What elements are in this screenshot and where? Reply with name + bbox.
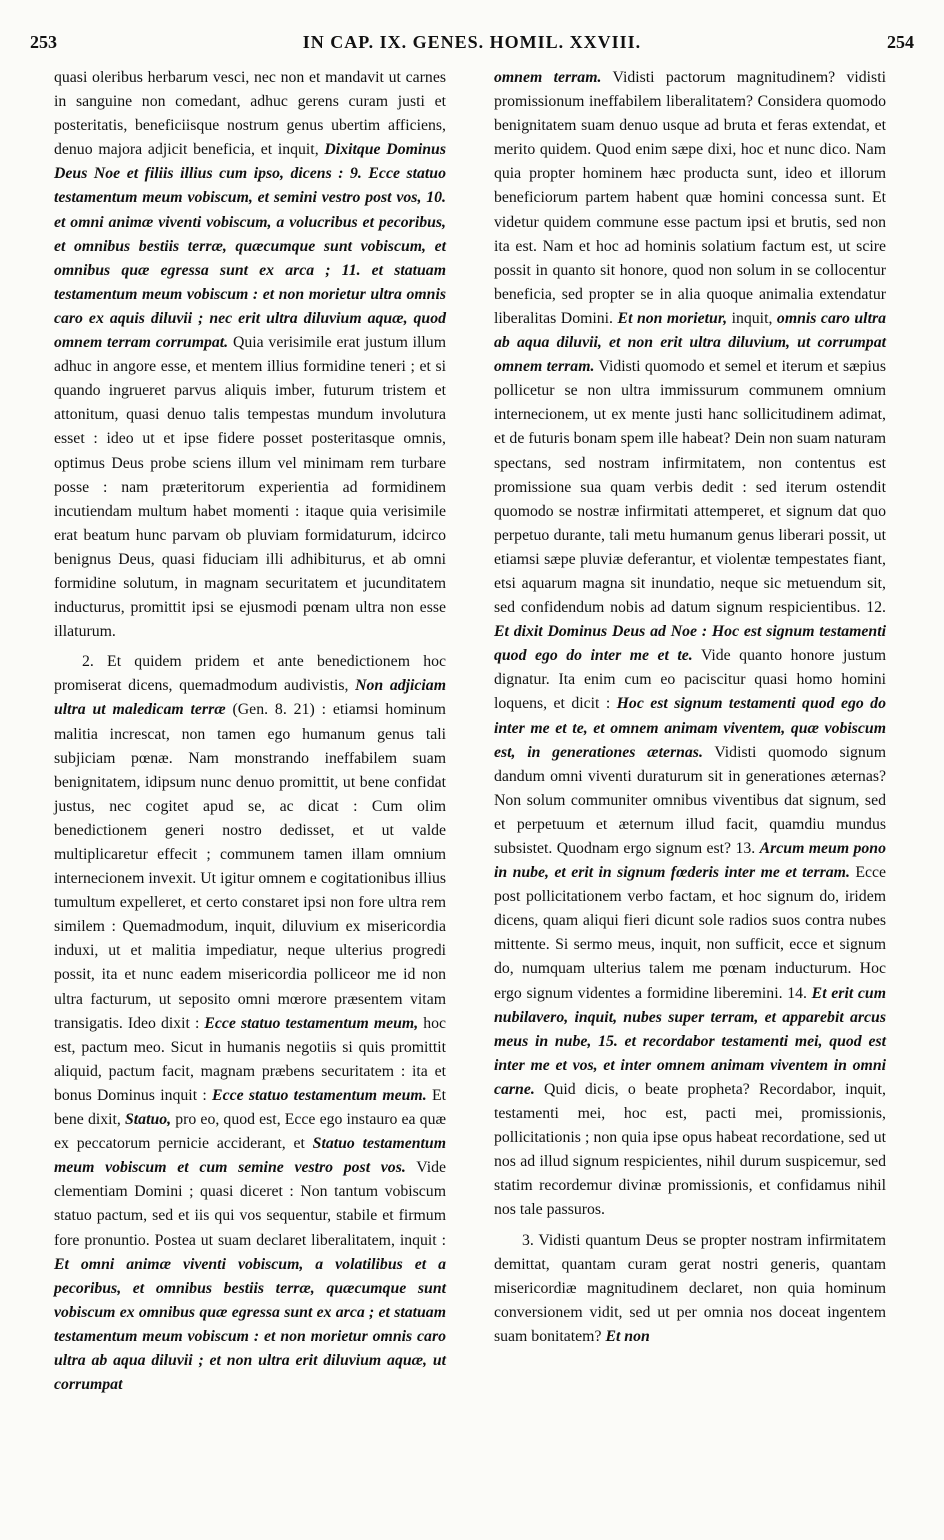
scripture-quote: Et dixit Dominus Deus ad Noe : Hoc est signum testamenti quod ego do inter me et te. bbox=[494, 623, 886, 665]
scripture-quote: Ecce statuo testamentum meum. bbox=[212, 1086, 427, 1104]
scripture-quote: Non adjiciam ultra ut maledicam terræ bbox=[54, 677, 446, 719]
scripture-reference: (Gen. 8. 21) bbox=[232, 701, 315, 719]
scripture-quote: Statuo testamentum meum vobiscum et cum semine vestro post vos. bbox=[54, 1135, 446, 1177]
scripture-quote: Dixitque Dominus Deus Noe et filiis illius cum ipso, dicens : 9. Ecce statuo testamentum meum vobiscum, et semini vestro post vos, 10. et omni animæ viventi vobiscum, a volucribus et pecoribus, et omnibus bestiis terræ, quæcumque sunt vobiscum, et omnibus quæ egressa sunt ex arca ; 11. et statuam testamentum meum vobiscum : et non morietur ultra omnis caro ex aquis diluvii ; nec erit ultra diluvium aquæ, quod omnem terram corrumpat. bbox=[54, 141, 446, 352]
scripture-quote: Et omni animæ viventi vobiscum, a volatilibus et a pecoribus, et omnibus bestiis terræ, quæcumque sunt vobiscum ex omnibus quæ egressa sunt ex arca ; et statuam testamentum meum vobiscum : et non morietur omnis caro ultra ab aqua diluvii ; et non ultra erit diluvium aquæ, ut corrumpat bbox=[54, 1255, 446, 1394]
scripture-quote: Et non bbox=[605, 1327, 650, 1345]
paragraph-1: quasi oleribus herbarum vesci, nec non et mandavit ut carnes in sanguine non comedant, adhuc gerens curam justi et posteritatis, beneficiisque nostrum genus ubertim afficiens, denuo majora adjicit beneficia, et inquit, Dixitque Dominus Deus Noe et filiis illius cum ipso, dicens : 9. Ecce statuo testamentum meum vobiscum, et semini vestro post vos, 10. et omni animæ viventi vobiscum, a volucribus et pecoribus, et omnibus bestiis terræ, quæcumque sunt vobiscum, et omnibus quæ egressa sunt ex arca ; 11. et statuam testamentum meum vobiscum : et non morietur ultra omnis caro ex aquis diluvii ; nec erit ultra diluvium aquæ, quod omnem terram corrumpat. Quia verisimile erat justum illum adhuc in angore esse, et mentem illius formidine teneri ; et si quando ingrueret parvus aliquis imber, futurum tristem et attonitum, quasi denuo talis tempestas mundum involutura esset : ideo ut et ipse fidere posset posteritasque omnis, optimus Deus probe sciens illum vel minimam rem turbare posse : nam præteritorum experientia ad formidinem incutiendam multum habet momenti : itaque quia verisimile erat beatum hunc parvam ob pluviam formidaturum, idcirco benignus Deus, quasi fiduciam illi adhibiturus, et ab omni formidine solutum, in magnam securitatem et jucunditatem inducturus, promittit ipsi se ejusmodi pœnam ultra non esse illaturum. bbox=[54, 69, 446, 641]
paragraph-2: 2. Et quidem pridem et ante benedictionem hoc promiserat dicens, quemadmodum audivistis, Non adjiciam ultra ut maledicam terræ (Gen. 8. 21) : etiamsi hominum malitia increscat, non tamen ego humanum genus tali subjiciam pœnæ. Nam monstrando ineffabilem suam benignitatem, idipsum nunc denuo promittit, ut bene confidat justus, nec cogitet apud se, ac dicat : Cum olim benedictionem generi nostro dedisset, et ut valde multiplicaretur effecit ; communem tamen illam omnium internecionem invexit. Ut igitur omnem e cogitationibus illius tumultum expelleret, et certo constaret ipsi non fore ultra rem similem : Quemadmodum, inquit, diluvium ex misericordia induxi, ut et malitia impediatur, neque ulterius progredi possit, ita et nunc eadem misericordia polliceor me id non ultra facturum, ut seposito omni mœrore præsentem vitam transigatis. Ideo dixit : Ecce statuo testamentum meum, hoc est, pactum meo. Sicut in humanis negotiis si quis promittit aliquid, pactum facit, magnam præbens securitatem : ita et bonus Dominus inquit : Ecce statuo testamentum meum. Et bene dixit, Statuo, pro eo, quod est, Ecce ego instauro ea quæ ex peccatorum pernicie acciderant, et Statuo testamentum meum vobiscum et cum semine vestro post vos. Vide clementiam Domini ; quasi diceret : Non tantum vobiscum statuo pactum, sed et iis qui vos sequentur, stabile et firmum fore pronuntio. Postea ut suam declaret liberalitatem, inquit : Et omni animæ viventi vobiscum, a volatilibus et a pecoribus, et omnibus bestiis terræ, quæcumque sunt vobiscum ex omnibus quæ egressa sunt ex arca ; et statuam testamentum meum vobiscum : et non morietur omnis caro ultra ab aqua diluvii ; et non ultra erit diluvium aquæ, ut corrumpat bbox=[54, 653, 447, 1394]
scripture-quote: Et non morietur, bbox=[617, 309, 728, 327]
paragraph-2-continued: omnem terram. Vidisti pactorum magnitudinem? vidisti promissionum ineffabilem liberalitatem? Considera quomodo benignitatem suam denuo usque ad bruta et feras extendat, et merito quidem. Quod enim sæpe dixi, hoc et nunc dico. Nam quia propter hominem hæc producta sunt, ideo et illorum beneficiorum partem habent quæ homini concessa sunt. Et videtur quidem commune esse pactum ipsi et brutis, sed non ita est. Nam et hoc ad hominis solatium factum est, ut scire possit in quanto sit honore, quod non solum in se collocentur beneficia, sed propter se in alia quoque animalia extendatur liberalitas Domini. Et non morietur, inquit, omnis caro ultra ab aqua diluvii, et non erit ultra diluvium, ut corrumpat omnem terram. Vidisti quomodo et semel et iterum et sæpius pollicetur se non ultra immissurum communem omnium internecionem, ut ex mente justi hanc sollicitudinem adimat, et de futuris bonam spem ille habeat? Dein non suam naturam spectans, sed nostram infirmitatem, non contentus est promissione sua quam verbis dedit : sed iterum ostendit quomodo se nostræ infirmitati attemperet, et signum dat quo perpetuo durante, tali metu humanum genus liberari possit, ut etiamsi sæpe pluviæ deferantur, et violentæ tempestates fiant, etsi aquarum magna sit inundatio, neque sic metuendum sit, sed confidendum nobis ad datum signum respicientibus. 12. Et dixit Dominus Deus ad Noe : Hoc est signum testamenti quod ego do inter me et te. Vide quanto honore justum dignatur. Ita enim cum eo paciscitur quasi homo homini loquens, et dicit : Hoc est signum testamenti quod ego do inter me et te, et omnem animam viventem, quæ vobiscum est, in generationes æternas. Vidisti quomodo signum dandum omni viventi duraturum sit in generationes æternas? Non solum communiter omnibus viventibus dat signum, sed et perpetuum et æternum illud facit, quamdiu mundus subsistet. Quodnam ergo signum est? 13. Arcum meum pono in nube, et erit in signum fœderis inter me et terram. Ecce post pollicitationem verbo factam, et hoc signum do, iridem dicens, quam aliqui fieri dicunt sole radios suos contra nubes mittente. Si sermo meus, inquit, non sufficit, ecce et signum do, numquam ulterius talem me pœnam inducturum. Hoc ergo signum videntes a formidine liberemini. 14. Et erit cum nubilavero, inquit, nubes super terram, et apparebit arcus meus in nube, 15. et recordabor testamenti mei, quod est inter me et vos, et inter omnem animam viventem in omni carne. Quid dicis, o beate propheta? Recordabor, inquit, testamenti mei, hoc est, pacti mei, promissionis, pollicitationis ; non quia ipse opus habeat recordatione, sed ut nos ad illud signum respicientes, nihil durum suspicemur, sed statim recordemur divinæ promissionis, et confidamus nihil nos tale passuros. bbox=[494, 69, 887, 1219]
scripture-quote: Hoc est signum testamenti quod ego do inter me et te, et omnem animam viventem, quæ vobiscum est, in generationes æternas. bbox=[494, 695, 886, 761]
emphasis-word: Statuo, bbox=[125, 1111, 172, 1129]
running-title: IN CAP. IX. GENES. HOMIL. XXVIII. bbox=[302, 32, 642, 52]
right-column bbox=[494, 66, 886, 1349]
scripture-quote: Et erit cum nubilavero, inquit, nubes super terram, et apparebit arcus meus in nube, 15. et recordabor testamenti mei, quod est inter me et vos, et inter omnem animam viventem in omni carne. bbox=[494, 984, 886, 1098]
scripture-quote: omnem terram. bbox=[494, 69, 602, 86]
paragraph-3: 3. Vidisti quantum Deus se propter nostram infirmitatem demittat, quantam curam gerat nostri generis, quantam misericordiæ magnitudinem declaret, non quia hominum conversionem vidit, sed ut per omnia nos doceat ingentem suam bonitatem? Et non bbox=[494, 1231, 886, 1345]
left-column bbox=[54, 66, 446, 1397]
page-number-right: 254 bbox=[887, 32, 914, 52]
scripture-quote: Ecce statuo testamentum meum, bbox=[204, 1014, 419, 1032]
scripture-quote: omnis caro ultra ab aqua diluvii, et non erit ultra diluvium, ut corrumpat omnem terram. bbox=[494, 309, 887, 376]
running-header bbox=[30, 30, 914, 64]
page-number-left: 253 bbox=[30, 32, 57, 52]
scripture-quote: Arcum meum pono in nube, et erit in signum fœderis inter me et terram. bbox=[494, 840, 886, 882]
